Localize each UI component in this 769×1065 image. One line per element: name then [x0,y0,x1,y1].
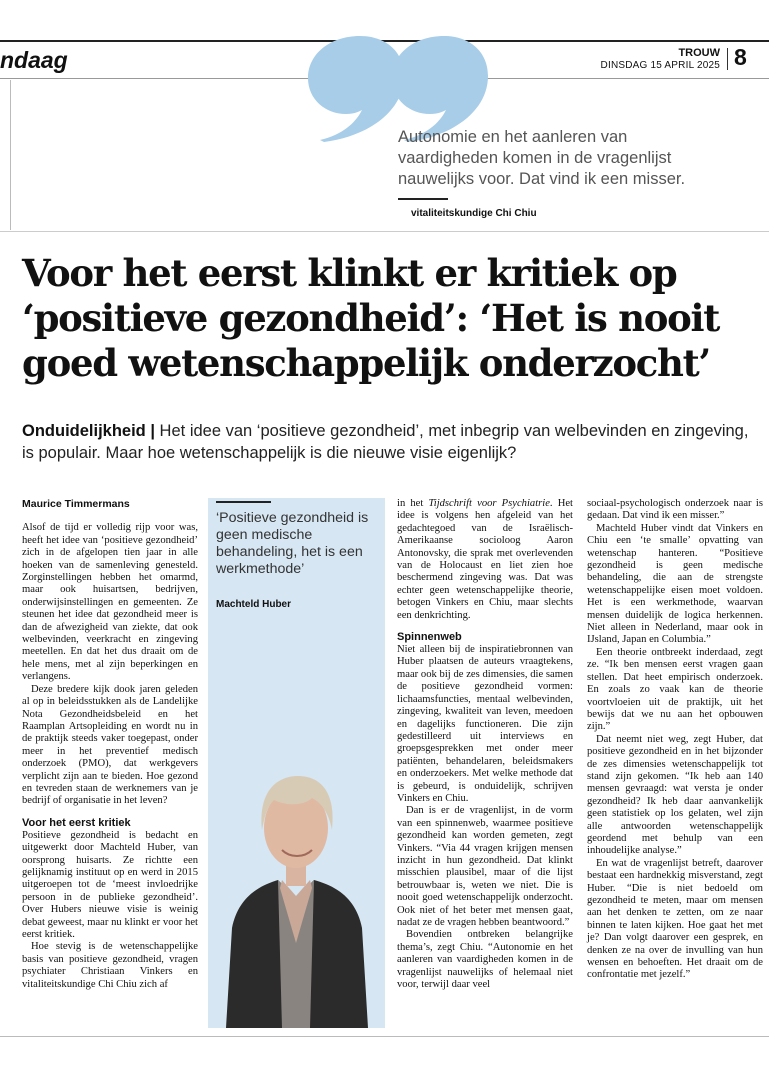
quote-box [208,498,385,1028]
pull-quote-attribution: vitaliteitskundige Chi Chiu [411,208,537,219]
paragraph: Deze bredere kijk dook jaren geleden al op in beleidsstukken als de Landelijke Nota Gezondheidsbeleid en het Raamplan Artsopleiding en wordt nu in de praktijk steeds vaker toegepast, onder meer in het preventief medisch onderzoek (PMO), dat werkgevers verplicht zijn aan te bieden. Hoe gezond en tevreden staan de werknemers van je bedrijf of organisatie in het leven? [22,683,198,807]
article-headline: Voor het eerst klinkt er kritiek op ‘positieve gezondheid’: ‘Het is nooit goed wetenschappelijk onderzocht’ [22,251,720,385]
article-intro [22,420,752,464]
intro-text: Het idee van ‘positieve gezondheid’, met inbegrip van welbevinden en zingeving, is populair. Maar hoe wetenschappelijk is die nieuwe visie eigenlijk? [22,422,749,462]
text-span: . Het idee is volgens hen afgeleid van het gedachtegoed van de Israëlisch-Amerikaanse socioloog Aaron Antonovsky, die sprak met overlevenden van de Holocaust en liet zien hoe beschermend zingeving was. Dat was echter geen wetenschappelijke theorie, betogen Vinkers en Chiu, maar slechts een denkrichting. [397,498,573,621]
intro-kicker: Onduidelijkheid | [22,422,155,440]
quote-box-text: ‘Positieve gezondheid is geen medische behandeling, het is een werkmethode’ [216,510,369,577]
article-column-1 [22,498,198,991]
paragraph: Dan is er de vragenlijst, in de vorm van een spinnenweb, waarmee positieve gezondheid kan worden gemeten, zegt Vinkers. “Via 44 vragen krijgen mensen inzicht in hun gezondheid. Dat klinkt misschien plausibel, maar of die lijst betrouwbaar is, weten we niet. Die is nooit goed wetenschappelijk onderzocht. Ook niet of het beter met mensen gaat, nadat ze de vragen hebben beantwoord.” [397,805,573,928]
quote-box-attribution: Machteld Huber [216,599,292,610]
paragraph: Niet alleen bij de inspiratiebronnen van Huber plaatsen de auteurs vraagtekens, maar ook bij de zes dimensies, die samen de positieve gezondheid vormen: lichaamsfuncties, mentaal welbevinden, zingeving, kwaliteit van leven, meedoen en dagelijks functioneren. Die zijn gedestilleerd uit interviews en groepsgesprekken met onder meer patiënten, behandelaren, beleidsmakers en onderzoekers. Met welke methode dat is gebeurd, is onduidelijk, schrijven Vinkers en Chiu. [397,644,573,804]
section-title: ndaag [0,47,68,73]
portrait-photo [208,768,385,1028]
paragraph: Dat neemt niet weg, zegt Huber, dat positieve gezondheid en in het bijzonder de zes dimensies wetenschappelijk tot stand zijn gekomen. “Ik heb aan 140 mensen gevraagd: wat versta je onder gezondheid? Ik heb daar aanvankelijk geen statistiek op los gelaten, wel zijn alle antwoorden wetenschappelijk geordend met behulp van een inhoudelijke analyse.” [587,733,763,857]
paragraph: Positieve gezondheid is bedacht en uitgewerkt door Machteld Huber, van oorsprong huisarts. Ze richtte een gelijknamig instituut op en werd in 2015 uitgeroepen tot de ‘meest invloedrijke persoon in de publieke gezondheid’. Over Hubers nieuwe visie is weinig debat geweest, maar nu klinkt er voor het eerst kritiek. [22,829,198,940]
issue-date: DINSDAG 15 APRIL 2025 [600,60,720,71]
pull-quote-text: Autonomie en het aanleren van vaardigheden komen in de vragenlijst nauwelijks voor. Dat vind ik een misser. [398,128,686,188]
paragraph: Machteld Huber vindt dat Vinkers en Chiu een ‘te smalle’ opvatting van wetenschap hanteren. “Positieve gezondheid is geen medische behandeling, die aan de strengste wetenschappelijke eisen moet voldoen. Het is een werkmethode, waarvan mensen duidelijk de logica herkennen. Niet alleen in Nederland, maar ook in IJsland, Japan en Columbia.” [587,522,763,646]
section-divider [0,231,769,232]
text-span: in het [397,498,429,509]
page-number-divider [727,48,728,70]
paragraph: Hoe stevig is de wetenschappelijke basis van positieve gezondheid, vragen psychiater Christiaan Vinkers en vitaliteitskundige Chi Chiu zich af [22,941,198,990]
article-column-4 [587,498,763,982]
left-margin-rule [10,80,11,230]
paragraph: Bovendien ontbreken belangrijke thema’s, zegt Chiu. “Autonomie en het aanleren van vaardigheden komen in de vragenlijst nauwelijks of helemaal niet voor, terwijl daar veel [397,929,573,991]
byline: Maurice Timmermans [22,498,130,510]
paragraph: En wat de vragenlijst betreft, daarover bestaat een hardnekkig misverstand, zegt Huber. “Die is niet bedoeld om gezondheid te meten, maar om mensen aan het denken te zetten, om ze naar binnen te laten kijken. Hoe gaat het met je? Dan volgt daarover een gesprek, en denken ze na over de invulling van hun wensen en behoeften. Het draait om de confrontatie met jezelf.” [587,857,763,981]
paragraph: Een theorie ontbreekt inderdaad, zegt ze. “Ik ben mensen eerst vragen gaan stellen. Dat heet empirisch onderzoek. En zoals zo vaak kan de theorie voortvloeien uit de praktijk, uit het bewijs dat we nu aan het opbouwen zijn.” [587,646,763,733]
article-column-3 [397,498,573,991]
quote-box-rule [216,501,271,503]
paragraph: sociaal-psychologisch onderzoek naar is gedaan. Dat vind ik een misser.” [587,498,763,522]
newspaper-name: TROUW [678,47,720,59]
subheading: Spinnenweb [397,631,462,644]
footer-rule [0,1036,769,1037]
quote-mark-icon [300,32,490,142]
paragraph [397,498,573,622]
subheading: Voor het eerst kritiek [22,816,131,829]
paragraph: Alsof de tijd er volledig rijp voor was, heeft het idee van ‘positieve gezondheid’ zich in de afgelopen tien jaar in alle hoeken van de samenleving genesteld. Zorginstellingen hebben het omarmd, maar ook huisartsen, bedrijven, onderwijsinstellingen en gemeenten. Ze steunen het idee dat gezondheid meer is dan de afwezigheid van ziekte, dat ook welbevinden, veerkracht en zingeving meetellen. En dat het dus draait om de hele mens, met al zijn beperkingen en verlangens. [22,522,198,683]
journal-title: Tijdschrift voor Psychiatrie [428,498,550,509]
pull-quote-rule [398,198,448,200]
page-number: 8 [734,44,747,70]
